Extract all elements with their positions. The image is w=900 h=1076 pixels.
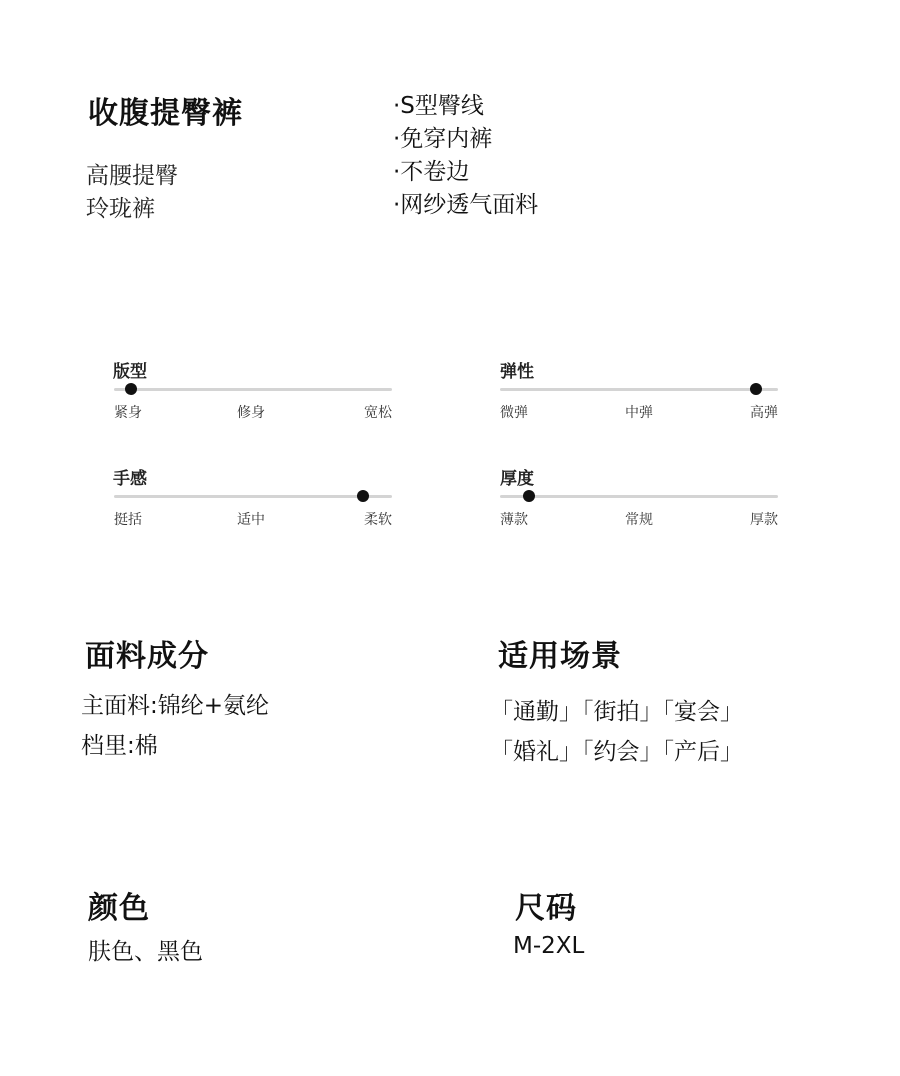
product-title: 收腹提臀裤: [88, 96, 243, 131]
attribute-track-feel: [114, 495, 392, 498]
color-heading: 颜色: [88, 891, 150, 926]
attribute-tick: 适中: [237, 512, 265, 528]
attribute-tick: 薄款: [500, 512, 528, 528]
attribute-tick: 微弹: [500, 405, 528, 421]
attribute-label-fit: 版型: [113, 362, 147, 382]
attribute-label-feel: 手感: [113, 469, 147, 489]
feature-item: ·不卷边: [393, 159, 470, 185]
feature-item: ·S型臀线: [393, 93, 484, 119]
attribute-tick: 常规: [625, 512, 653, 528]
size-value: M-2XL: [513, 933, 585, 959]
attribute-tick: 柔软: [364, 512, 392, 528]
attribute-label-elasticity: 弹性: [500, 362, 534, 382]
attribute-tick: 挺括: [114, 512, 142, 528]
attribute-track-elasticity: [500, 388, 778, 391]
size-heading: 尺码: [515, 891, 577, 926]
scenes-line: 「通勤」「街拍」「宴会」: [490, 699, 743, 725]
attribute-tick: 中弹: [625, 405, 653, 421]
fabric-line: 主面料:锦纶+氨纶: [81, 693, 270, 719]
attribute-indicator-fit: [125, 383, 137, 395]
fabric-line: 档里:棉: [81, 733, 158, 759]
feature-item: ·网纱透气面料: [393, 192, 539, 218]
attribute-track-thickness: [500, 495, 778, 498]
subtitle-line-1: 高腰提臀: [86, 163, 178, 189]
scenes-heading: 适用场景: [498, 639, 622, 674]
attribute-tick: 紧身: [114, 405, 142, 421]
attribute-track-fit: [114, 388, 392, 391]
color-value: 肤色、黑色: [88, 939, 203, 965]
feature-item: ·免穿内裤: [393, 126, 493, 152]
attribute-indicator-thickness: [523, 490, 535, 502]
attribute-indicator-elasticity: [750, 383, 762, 395]
scenes-line: 「婚礼」「约会」「产后」: [490, 739, 743, 765]
feature-list: [393, 90, 538, 222]
subtitle-line-2: 玲珑裤: [86, 196, 155, 222]
attribute-label-thickness: 厚度: [500, 469, 534, 489]
fabric-heading: 面料成分: [85, 639, 209, 674]
attribute-indicator-feel: [357, 490, 369, 502]
attribute-tick: 修身: [237, 405, 265, 421]
attribute-tick: 高弹: [750, 405, 778, 421]
attribute-tick: 宽松: [364, 405, 392, 421]
attribute-tick: 厚款: [750, 512, 778, 528]
